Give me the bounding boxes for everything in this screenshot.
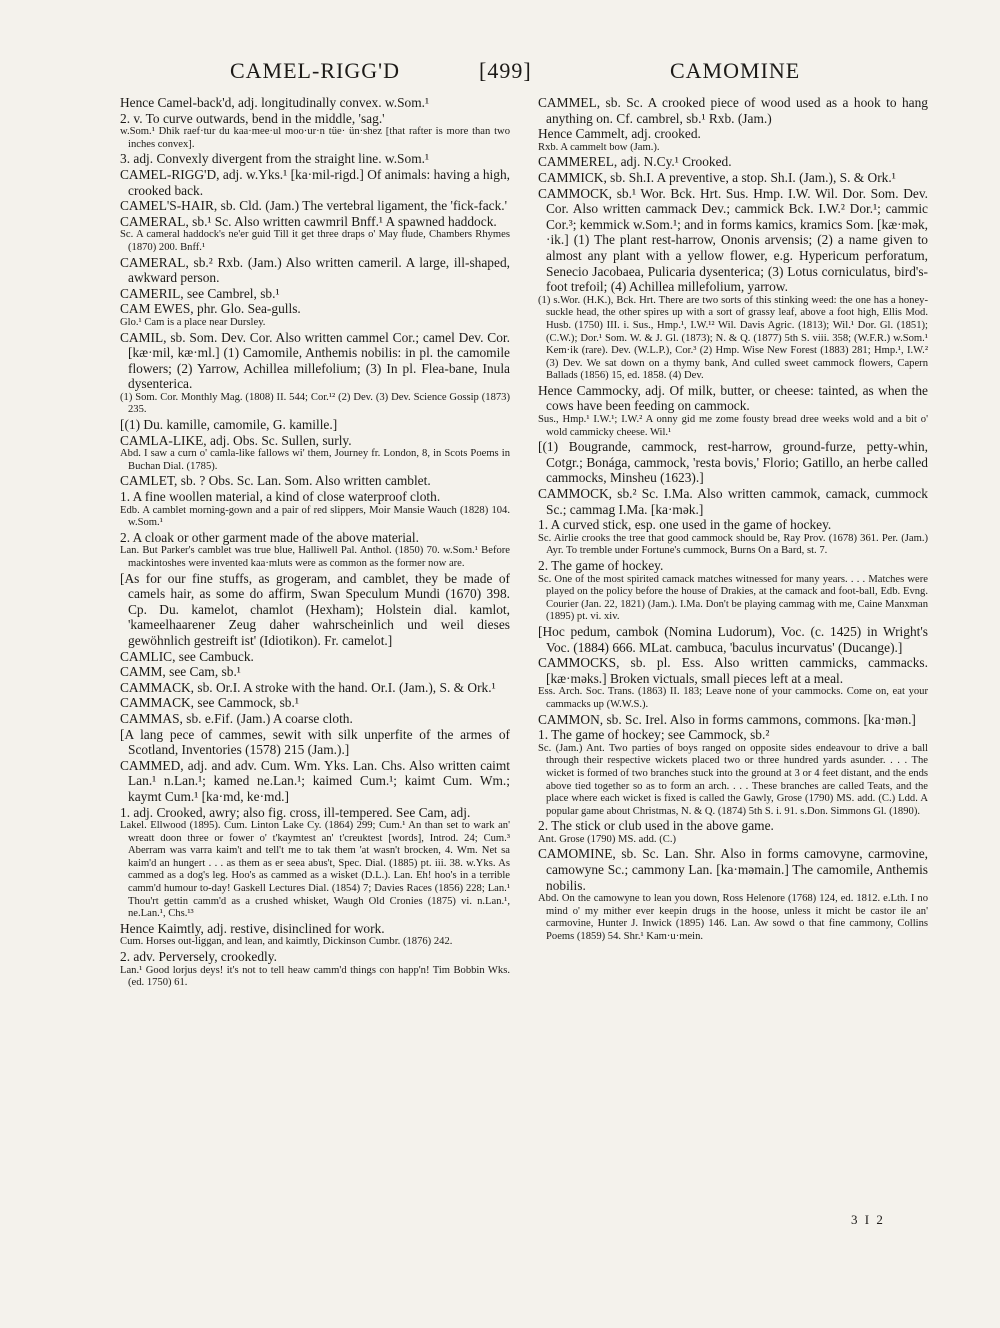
dictionary-entry: Edb. A camblet morning-gown and a pair of red slippers, Moir Mansie Wauch (1828) 104. w.Som.¹ — [120, 504, 510, 529]
dictionary-entry: CAMEL'S-HAIR, sb. Cld. (Jam.) The vertebral ligament, the 'fick-fack.' — [120, 198, 508, 214]
dictionary-entry: Hence Camel-back'd, adj. longitudinally convex. w.Som.¹ — [120, 95, 430, 110]
dictionary-entry: [(1) Bougrande, cammock, rest-harrow, ground-furze, petty-whin, Cotgr.; Bonága, cammock, 'resta bovis,' Florio; Gatillo, an herbe called cammocks, Minsheu (1623).] — [538, 439, 928, 486]
dictionary-entry: Hence Cammocky, adj. Of milk, butter, or cheese: tainted, as when the cows have been feeding on cammock. — [538, 382, 928, 414]
dictionary-entry: 1. adj. Crooked, awry; also fig. cross, ill-tempered. See Cam, adj. — [120, 804, 471, 820]
dictionary-entry: Lan.¹ Good lorjus deys! it's not to tell heaw camm'd things con happ'n! Tim Bobbin Wks. (ed. 1750) 61. — [120, 964, 510, 989]
header-right-catchword: CAMOMINE — [670, 58, 801, 83]
dictionary-entry: Cum. Horses out-liggan, and lean, and kaimtly, Dickinson Cumbr. (1876) 242. — [120, 936, 453, 948]
dictionary-entry: (1) Som. Cor. Monthly Mag. (1808) II. 544; Cor.¹² (2) Dev. (3) Dev. Science Gossip (1873) 235. — [120, 391, 510, 416]
dictionary-entry: CAMM, see Cam, sb.¹ — [120, 664, 241, 680]
dictionary-entry: Sc. A cameral haddock's ne'er guid Till it get three draps o' May flude, Chambers Rhymes (1870) 200. Bnff.¹ — [120, 229, 510, 253]
dictionary-entry: Abd. I saw a curn o' camla-like fallows wi' them, Journey fr. London, 8, in Scots Poems in Buchan Dial. (1785). — [120, 448, 510, 472]
dictionary-entry: Abd. On the camowyne to lean you down, Ross Helenore (1768) 124, ed. 1812. e.Lth. I no mind o' my mither ever keepin drugs in the hoose, unless it micht be castor ile an' carmovine, Hunter J. Inwick (1895) 146. Lan. Aw sowd o that fine cammony, Collins Poems (1859) 54. Shr.¹ Kam·u·mein. — [538, 893, 928, 943]
dictionary-entry: CAMMACK, sb. Or.I. A stroke with the hand. Or.I. (Jam.), S. & Ork.¹ — [120, 679, 496, 695]
dictionary-entry: 2. The game of hockey. — [538, 558, 664, 573]
dictionary-entry: 2. adv. Perversely, crookedly. — [120, 949, 277, 965]
dictionary-entry: CAMMON, sb. Sc. Irel. Also in forms cammons, commons. [ka·mən.] — [538, 711, 916, 727]
dictionary-entry: [A lang pece of cammes, sewit with silk unperfite of the armes of Scotland, Inventories (1578) 215 (Jam.).] — [120, 726, 510, 758]
dictionary-entry: CAMMOCK, sb.² Sc. I.Ma. Also written cammok, camack, cummock Sc.; cammag I.Ma. [ka·mək.] — [538, 486, 928, 517]
dictionary-entry: CAMEL-RIGG'D, adj. w.Yks.¹ [ka·mil-rigd.] Of animals: having a high, crooked back. — [120, 166, 510, 198]
dictionary-entry: CAMMACK, see Cammock, sb.¹ — [120, 695, 299, 711]
dictionary-entry: 1. The game of hockey; see Cammock, sb.² — [538, 727, 770, 743]
dictionary-entry: CAMERIL, see Cambrel, sb.¹ — [120, 285, 280, 301]
dictionary-entry: Sus., Hmp.¹ I.W.¹; I.W.² A onny gid me zome fousty bread dree weeks wold and a bit o' wold cammicky cheese. Wil.¹ — [538, 414, 928, 438]
dictionary-entry: w.Som.¹ Dhik raef·tur du kaa·mee·ul moo·ur·n tüe· ün·shez [that rafter is more than two inches convex]. — [120, 126, 510, 150]
dictionary-entry: CAMLET, sb. ? Obs. Sc. Lan. Som. Also written camblet. — [120, 473, 431, 489]
dictionary-entry: 3. adj. Convexly divergent from the straight line. w.Som.¹ — [120, 151, 429, 167]
dictionary-entry: 2. A cloak or other garment made of the above material. — [120, 529, 419, 545]
dictionary-entry: 1. A fine woollen material, a kind of close waterproof cloth. — [120, 489, 441, 505]
dictionary-entry: Hence Cammelt, adj. crooked. — [538, 126, 701, 142]
running-header — [118, 52, 930, 92]
left-column — [120, 95, 510, 1215]
dictionary-entry: [Hoc pedum, cambok (Nomina Ludorum), Voc. (c. 1425) in Wright's Voc. (1884) 666. MLat. cambuca, 'baculus incurvatus' (Ducange).] — [538, 623, 928, 655]
dictionary-entry: [As for our fine stuffs, as grogeram, and camblet, they be made of camels hair, as some do affirm, Swan Speculum Mundi (1670) 398. Cp. Du. kamelot, chamlot (Hexham); Holstein dial. kamlot, 'kameelhaarener Zeug daher wahrscheinlich und weil dieses gewöhnlich gestreift ist' (Idiotikon). Fr. camelot.] — [120, 570, 510, 648]
dictionary-entry: CAM EWES, phr. Glo. Sea-gulls. — [120, 301, 301, 317]
dictionary-entry: CAMIL, sb. Som. Dev. Cor. Also written cammel Cor.; camel Dev. Cor. [kæ·mil, kæ·ml.] (1) Camomile, Anthemis nobilis: in pl. the camomile flowers; (2) Yarrow, Achillea millefolium; (3) In pl. Flea-bane, Inula dysenterica. — [120, 329, 510, 392]
dictionary-entry: Hence Kaimtly, adj. restive, disinclined for work. — [120, 920, 385, 936]
dictionary-entry: CAMERAL, sb.¹ Sc. Also written cawmril Bnff.¹ A spawned haddock. — [120, 213, 497, 229]
dictionary-entry: CAMMEL, sb. Sc. A crooked piece of wood used as a hook to hang anything on. Cf. cambrel, sb.¹ Rxb. (Jam.) — [538, 95, 928, 126]
dictionary-entry: CAMMED, adj. and adv. Cum. Wm. Yks. Lan. Chs. Also written caimt Lan.¹ n.Lan.¹; kamed ne.Lan.¹; kaimed Cum.¹; kaimt Cum. Wm.; kaymt Cum.¹ [ka·md, ke·md.] — [120, 757, 510, 804]
dictionary-entry: Sc. (Jam.) Ant. Two parties of boys ranged on opposite sides endeavour to drive a ball through their respective wickets placed two or three hundred yards asunder. . . . The wicket is formed of two branches stuck into the ground at 3 or 4 feet distant, and the ends above tied together so as to form an arch. . . . These branches are called Teats, and the place where each wicket is fixed is called the Gawly, Grose (1790) MS. add. (C.) Ldd. A popular game about Christmas, N. & Q. (1874) 5th S. i. 91. s.Don. Simmons Gl. (1890). — [538, 742, 928, 817]
page-number: [499] — [479, 58, 532, 83]
dictionary-entry: CAMERAL, sb.² Rxb. (Jam.) Also written cameril. A large, ill-shaped, awkward person. — [120, 254, 510, 286]
dictionary-entry: (1) s.Wor. (H.K.), Bck. Hrt. There are two sorts of this stinking weed: the one has a honey-suckle head, the other spires up with a sort of grassy leaf, above a foot high, Ellis Mod. Husb. (1750) III. i. Sus., Hmp.¹, I.W.¹² Wil. Davis Agric. (1813); Wil.¹ Dor. Gl. (1851); (C.W.); Dor.¹ Som. W. & J. Gl. (1873); N. & Q. (1877) 5th S. viii. 358; (W.F.R.) w.Som.¹ Kem·ik (rare). Dev. (W.L.P.), Cor.³ (2) Hmp. Wise New Forest (1883) 281; Hmp.¹, I.W.² (3) Dev. We sat down on a thymy bank, And culled sweet cammock flowers, Capern Ballads (1856) 15, ed. 1858. (4) Dev. — [538, 294, 928, 382]
dictionary-entry: 1. A curved stick, esp. one used in the game of hockey. — [538, 517, 832, 533]
signature-mark: 3 I 2 — [851, 1212, 885, 1227]
dictionary-entry: CAMLIC, see Cambuck. — [120, 648, 254, 664]
dictionary-entry: Glo.¹ Cam is a place near Dursley. — [120, 316, 266, 328]
dictionary-entry: CAMLA-LIKE, adj. Obs. Sc. Sullen, surly. — [120, 432, 352, 448]
header-left-catchword: CAMEL-RIGG'D — [230, 58, 400, 83]
dictionary-entry: CAMMOCK, sb.¹ Wor. Bck. Hrt. Sus. Hmp. I.W. Wil. Dor. Som. Dev. Cor. Also written cammack Dev.; cammick Bck. I.W.² Dor.¹; cammic Cor.³; kemmick w.Som.¹; and in forms kamics, kramics Som. [kæ·mək, ·ik.] (1) The plant rest-harrow, Ononis arvensis; (2) a name given to almost any plant with a yellow flower, e.g. Hypericum perforatum, Senecio Jacobaea, Pulicaria dysenterica; (3) Lotus corniculatus, bird's-foot trefoil; (4) Achillea millefolium, yarrow. — [538, 185, 928, 295]
dictionary-entry: CAMMOCKS, sb. pl. Ess. Also written cammicks, cammacks. [kæ·məks.] Broken victuals, small pieces left at a meal. — [538, 655, 928, 686]
dictionary-entry: CAMOMINE, sb. Sc. Lan. Shr. Also in forms camovyne, carmovine, camowyne Sc.; cammony Lan. [ka·məmain.] The camomile, Anthemis nobilis. — [538, 846, 928, 893]
dictionary-entry: [(1) Du. kamille, camomile, G. kamille.] — [120, 417, 338, 433]
dictionary-entry: Sc. Airlie crooks the tree that good cammock should be, Ray Prov. (1678) 361. Per. (Jam.) Ayr. To tremble under Fortune's cummock, Burns On a Bard, st. 7. — [538, 532, 928, 557]
dictionary-entry: 2. The stick or club used in the above game. — [538, 818, 774, 834]
dictionary-entry: 2. v. To curve outwards, bend in the middle, 'sag.' — [120, 110, 385, 126]
dictionary-entry: Rxb. A cammelt bow (Jam.). — [538, 141, 660, 153]
dictionary-entry: Lan. But Parker's camblet was true blue, Halliwell Pal. Anthol. (1850) 70. w.Som.¹ Before mackintoshes were invented kaa·mluts were as common as the former now are. — [120, 545, 510, 569]
right-column — [538, 95, 928, 1215]
dictionary-entry: Ant. Grose (1790) MS. add. (C.) — [538, 833, 676, 845]
dictionary-entry: Sc. One of the most spirited camack matches witnessed for many years. . . . Matches were played on the policy before the house of Drakies, at the camack and foot-ball, Edb. Evng. Courier (Jan. 22, 1821) (Jam.). I.Ma. Don't be playing cammag with me, Caine Manxman (1895) pt. vi. xiv. — [538, 573, 928, 623]
dictionary-entry: CAMMAS, sb. e.Fif. (Jam.) A coarse cloth. — [120, 710, 353, 726]
dictionary-entry: Ess. Arch. Soc. Trans. (1863) II. 183; Leave none of your cammocks. Come on, eat your cammacks up (W.W.S.). — [538, 686, 928, 710]
dictionary-entry: CAMMEREL, adj. N.Cy.¹ Crooked. — [538, 154, 732, 170]
dictionary-entry: CAMMICK, sb. Sh.I. A preventive, a stop. Sh.I. (Jam.), S. & Ork.¹ — [538, 169, 896, 185]
dictionary-entry: Lakel. Ellwood (1895). Cum. Linton Lake Cy. (1864) 299; Cum.¹ An than set to wark an' wreatt doon three or fower o' t'kaymtest an' t'creuktest [words], Introd. 24; Cum.³ Aberram was varra kaim't and tell't me to tak them 'at wasn't brocken, 4. Wm. Net sa kaim'd an hungert . . . as them as er seea abus't, Spec. Dial. (1885) pt. iii. 38. w.Yks. As cammed as a dog's leg. Hoo's as cammed as a wisket (D.L.). Lan. Eh! hoo's in a terrible camm'd humour to-day! Gaskell Lectures Dial. (1854) 7; Davies Races (1856) 228; Lan.¹ Thou'rt gettin camm'd as a crushed whisket, Waugh Old Cronies (1875) vi. n.Lan.¹, ne.Lan.¹, Chs.¹³ — [120, 820, 510, 920]
